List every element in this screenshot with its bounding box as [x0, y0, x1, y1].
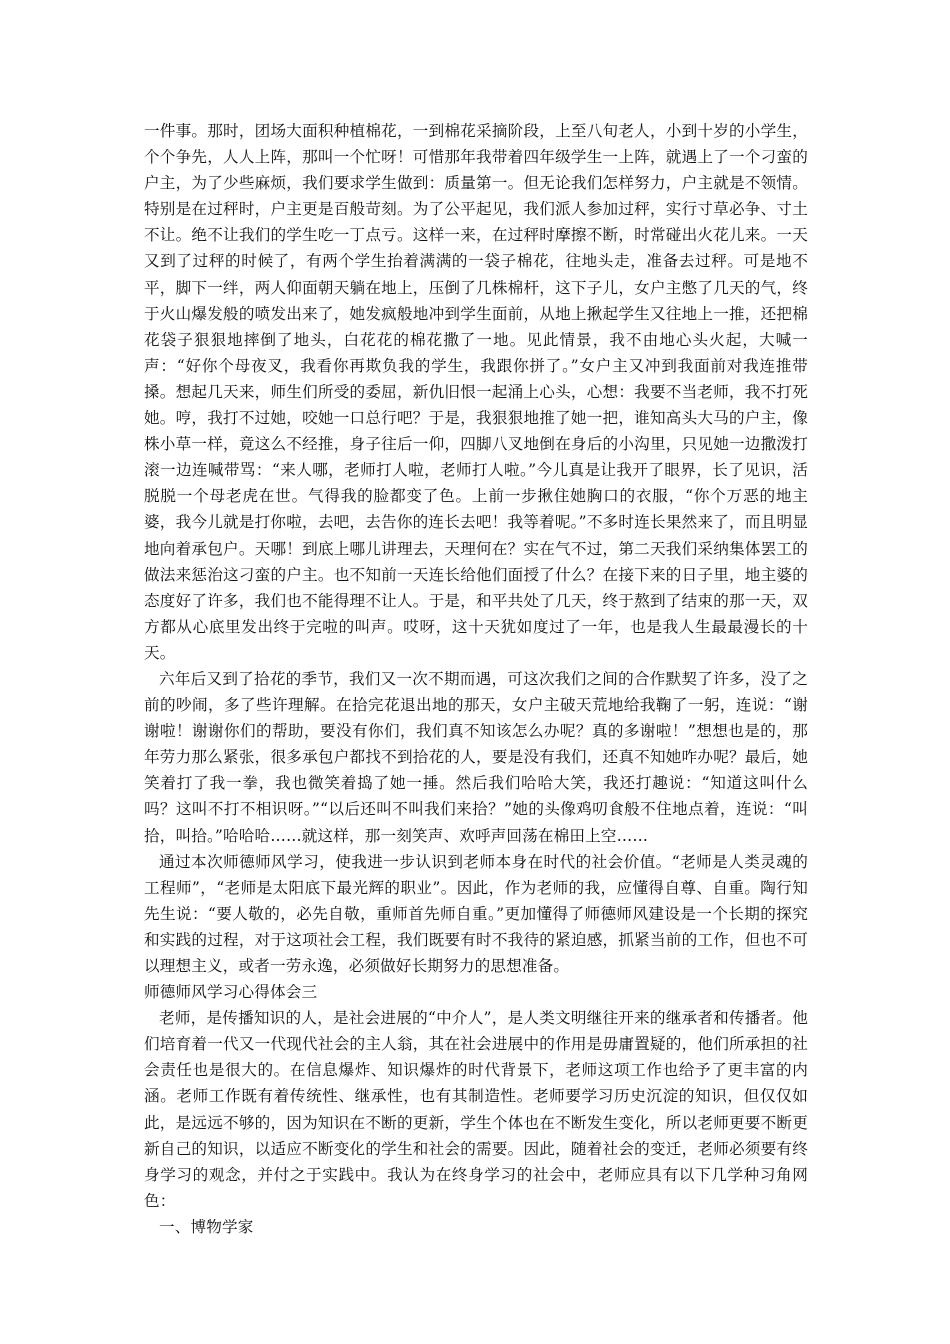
section-heading: 师德师风学习心得体会三 — [144, 983, 318, 1002]
paragraph-story-part-2: 六年后又到了拾花的季节，我们又一次不期而遇，可这次我们之间的合作默契了许多，没了之前的吵闹，多了些许理解。在拾完花退出地的那天，女户主破天荒地给我鞠了一躬，连说：“谢谢啦！谢谢你们的帮助，要没有你们，我们真不知该怎么办呢？真的多谢啦！”想想也是的，那年劳力那么紧张，很多承包户都找不到拾花的人，要是没有我们，还真不知她咋办呢？最后，她笑着打了我一拳，我也微笑着捣了她一捶。然后我们哈哈大笑，我还打趣说：“知道这叫什么吗？这叫不打不相识呀。”“以后还叫不叫我们来拾？”她的头像鸡叨食般不住地点着，连说：“叫拾，叫拾。”哈哈哈……就这样，那一刻笑声、欢呼声回荡在棉田上空…… — [144, 669, 808, 845]
document-page — [144, 118, 808, 1240]
paragraph-reflection: 通过本次师德师风学习，使我进一步认识到老师本身在时代的社会价值。“老师是人类灵魂的工程师”，“老师是太阳底下最光辉的职业”。因此，作为老师的我，应懂得自尊、自重。陶行知先生说：“要人敬的，必先自敬，重师首先师自重。”更加懂得了师德师风建设是一个长期的探究和实践的过程，对于这项社会工程，我们既要有时不我待的紧迫感，抓紧当前的工作，但也不可以理想主义，或者一劳永逸，必须做好长期努力的思想准备。 — [144, 852, 808, 975]
paragraph-teacher-role: 老师，是传播知识的人，是社会进展的“中介人”，是人类文明继往开来的继承者和传播者。他们培育着一代又一代现代社会的主人翁，其在社会进展中的作用是毋庸置疑的，他们所承担的社会责任也是很大的。在信息爆炸、知识爆炸的时代背景下，老师这项工作也给予了更丰富的内涵。老师工作既有着传统性、继承性，也有其制造性。老师要学习历史沉淀的知识，但仅仅如此，是远远不够的，因为知识在不断的更新，学生个体也在不断发生变化，所以老师更要不断更新自己的知识，以适应不断变化的学生和社会的需要。因此，随着社会的变迁，老师必须要有终身学习的观念，并付之于实践中。我认为在终身学习的社会中，老师应具有以下几学种习角网色： — [144, 1009, 808, 1210]
list-item-heading: 一、博物学家 — [159, 1217, 254, 1236]
paragraph-story-part-1: 一件事。那时，团场大面积种植棉花，一到棉花采摘阶段，上至八旬老人，小到十岁的小学生，个个争先，人人上阵，那叫一个忙呀！可惜那年我带着四年级学生一上阵，就遇上了一个刁蛮的户主，为了少些麻烦，我们要求学生做到：质量第一。但无论我们怎样努力，户主就是不领情。特别是在过秤时，户主更是百般苛刻。为了公平起见，我们派人参加过秤，实行寸草必争、寸土不让。绝不让我们的学生吃一丁点亏。这样一来，在过秤时摩擦不断，时常碰出火花儿来。一天又到了过秤的时候了，有两个学生抬着满满的一袋子棉花，往地头走，准备去过秤。可是地不平，脚下一绊，两人仰面朝天躺在地上，压倒了几株棉杆，这下子儿，女户主憋了几天的气，终于火山爆发般的喷发出来了，她发疯般地冲到学生面前，从地上揪起学生又往地上一推，还把棉花袋子狠狠地摔倒了地头，白花花的棉花撒了一地。见此情景，我不由地心头火起，大喊一声：“好你个母夜叉，我看你再欺负我的学生，我跟你拼了。”女户主又冲到我面前对我连推带搡。想起几天来，师生们所受的委屈，新仇旧恨一起涌上心头，心想：我要不当老师，我不打死她。哼，我打不过她，咬她一口总行吧？于是，我狠狠地推了她一把，谁知高头大马的户主，像株小草一样，竟这么不经推，身子往后一仰，四脚八叉地倒在身后的小沟里，只见她一边撒泼打滚一边连喊带骂：“来人哪，老师打人啦，老师打人啦。”今儿真是让我开了眼界，长了见识，活脱脱一个母老虎在世。气得我的脸都变了色。上前一步揪住她胸口的衣服，“你个万恶的地主婆，我今儿就是打你啦，去吧，去告你的连长去吧！我等着呢。”不多时连长果然来了，而且明显地向着承包户。天哪！到底上哪儿讲理去，天理何在？实在气不过，第二天我们采纳集体罢工的做法来惩治这刁蛮的户主。也不知前一天连长给他们面授了什么？在接下来的日子里，地主婆的态度好了许多，我们也不能得理不让人。于是，和平共处了几天，终于熬到了结束的那一天，双方都从心底里发出终于完啦的叫声。哎呀，这十天犹如度过了一年，也是我人生最最漫长的十天。 — [144, 122, 808, 662]
